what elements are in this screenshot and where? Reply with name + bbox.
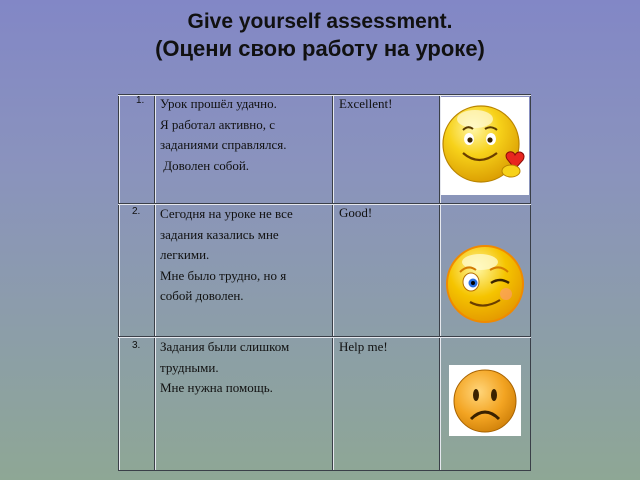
table-border-right [530,94,531,471]
title-line-russian: (Оцени свою работу на уроке) [155,36,485,61]
row-number: 2. [132,206,141,217]
row-description [160,204,293,307]
description-line: Сегодня на уроке не все [160,206,293,221]
grade-label: Help me! [339,339,388,354]
description-line: Урок прошёл удачно. [160,96,277,111]
table-border-left-highlight [119,94,120,471]
description-line: Я работал активно, с [160,116,276,132]
table-border-bottom [118,470,531,471]
grade-label: Good! [339,205,373,220]
description-line: Задания были слишком [160,339,290,354]
description-line: трудными. [160,359,219,375]
description-line: Мне было трудно, но я [160,267,287,283]
description-line: заданиями справлялся. [160,137,287,152]
row-description [160,94,287,176]
description-line: задания казались мне [160,226,279,242]
title-line-english: Give yourself assessment. [187,10,453,33]
row-description [160,337,289,399]
row-number: 1. [136,95,145,106]
sad-smiley-icon [449,365,521,436]
winking-smiley-icon [444,244,526,324]
description-line: легкими. [160,247,210,262]
column-divider-1-highlight [155,94,156,471]
assessment-table [118,94,531,471]
description-line: Мне нужна помощь. [160,380,273,395]
happy-smiley-with-heart-icon [441,97,529,195]
description-line: собой доволен. [160,288,244,303]
description-line: Доволен собой. [160,157,250,173]
row-number: 3. [132,340,141,351]
column-divider-2-highlight [333,94,334,471]
page-title [0,8,640,62]
grade-label: Excellent! [339,96,393,111]
